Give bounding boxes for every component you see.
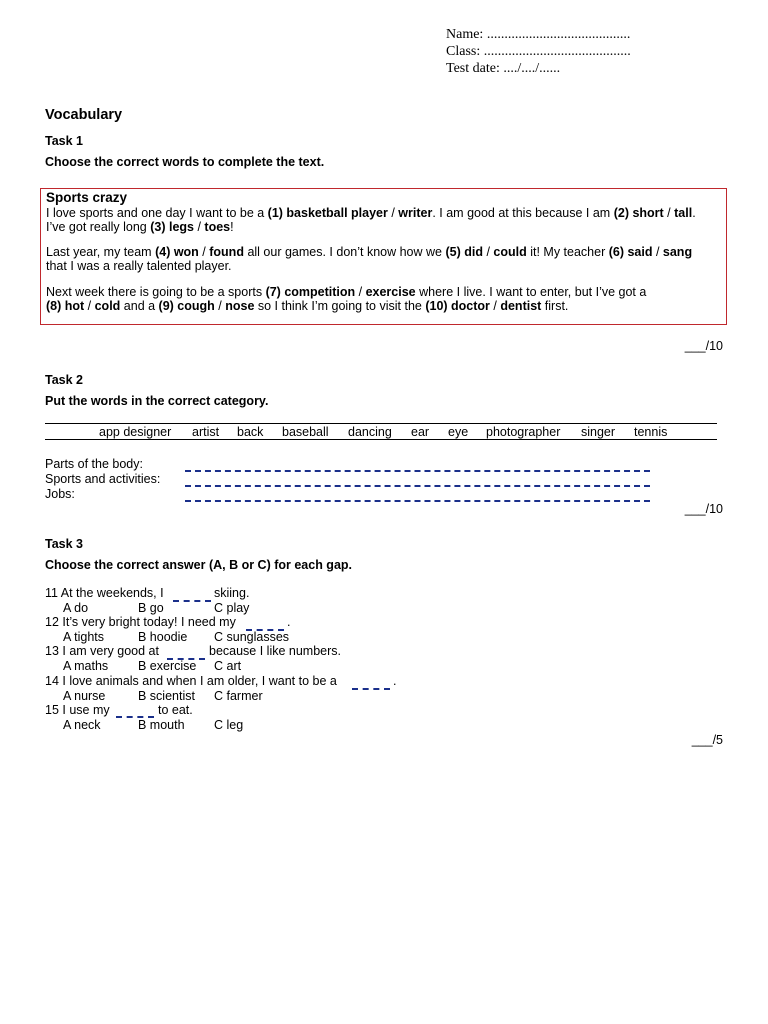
- word-item[interactable]: eye: [448, 425, 469, 439]
- task2-instruction: Put the words in the correct category.: [45, 394, 269, 408]
- question-15-text: 15 I use my: [45, 703, 110, 717]
- question-13-text-end: because I like numbers.: [209, 644, 342, 658]
- question-14-option-a[interactable]: A nurse: [63, 689, 106, 703]
- choice-10-option-a[interactable]: (10) doctor: [425, 299, 490, 313]
- choice-4-option-a[interactable]: (4) won: [155, 245, 199, 259]
- answer-line-sports[interactable]: [185, 485, 650, 487]
- category-body-label: Parts of the body:: [45, 457, 143, 471]
- question-12-option-c[interactable]: C sunglasses: [214, 630, 290, 644]
- paragraph-3-line-2: (8) hot / cold and a (9) cough / nose so I think I’m going to visit the (10) doctor / dentist first.: [46, 299, 569, 313]
- question-11-text-end: skiing.: [214, 586, 250, 600]
- answer-line-jobs[interactable]: [185, 500, 650, 502]
- question-13-option-c[interactable]: C art: [214, 659, 242, 673]
- choice-4-option-b[interactable]: found: [209, 245, 244, 259]
- task1-score: ___/10: [684, 339, 723, 353]
- question-14-text: 14 I love animals and when I am older, I want to be a: [45, 674, 337, 688]
- choice-8-option-a[interactable]: (8) hot: [46, 299, 85, 313]
- name-field[interactable]: Name: .........................................: [446, 27, 631, 42]
- question-13-text: 13 I am very good at: [45, 644, 159, 658]
- choice-9-option-b[interactable]: nose: [225, 299, 255, 313]
- question-13-option-a[interactable]: A maths: [63, 659, 109, 673]
- category-sports-label: Sports and activities:: [45, 472, 161, 486]
- word-box-top-border: [45, 423, 717, 424]
- choice-3-option-b[interactable]: toes: [204, 220, 231, 234]
- question-11-option-a[interactable]: A do: [63, 601, 89, 615]
- paragraph-2-line-1: Last year, my team (4) won / found all our games. I don’t know how we (5) did / could it! My teacher (6) said / sang: [46, 245, 693, 259]
- choice-7-option-a[interactable]: (7) competition: [265, 285, 356, 299]
- word-item[interactable]: back: [237, 425, 264, 439]
- choice-5-option-a[interactable]: (5) did: [445, 245, 483, 259]
- task3-instruction: Choose the correct answer (A, B or C) for each gap.: [45, 558, 353, 572]
- choice-9-option-a[interactable]: (9) cough: [158, 299, 215, 313]
- choice-6-option-b[interactable]: sang: [662, 245, 693, 259]
- question-14-option-b[interactable]: B scientist: [138, 689, 195, 703]
- question-12-text-end: .: [287, 615, 291, 629]
- test-date-field[interactable]: Test date: ..../..../......: [446, 61, 561, 76]
- choice-6-option-a[interactable]: (6) said: [608, 245, 653, 259]
- choice-7-option-b[interactable]: exercise: [365, 285, 416, 299]
- choice-1-option-b[interactable]: writer: [398, 206, 433, 220]
- word-item[interactable]: photographer: [486, 425, 561, 439]
- word-box-bottom-border: [45, 439, 717, 440]
- student-info: [446, 26, 631, 77]
- word-item[interactable]: app designer: [99, 425, 172, 439]
- question-12-text: 12 It’s very bright today! I need my: [45, 615, 236, 629]
- paragraph-3-line-1: Next week there is going to be a sports (7) competition / exercise where I live. I want to enter, but I’ve got a: [46, 285, 647, 299]
- question-12-option-a[interactable]: A tights: [63, 630, 104, 644]
- paragraph-1-line-1: I love sports and one day I want to be a (1) basketball player / writer. I am good at this because I am (2) short / tall.: [46, 206, 696, 220]
- question-14-option-c[interactable]: C farmer: [214, 689, 263, 703]
- section-title: Vocabulary: [45, 107, 123, 123]
- choice-1-option-a[interactable]: (1) basketball player: [267, 206, 388, 220]
- choice-2-option-b[interactable]: tall: [674, 206, 693, 220]
- word-item[interactable]: tennis: [634, 425, 668, 439]
- question-11-option-c[interactable]: C play: [214, 601, 250, 615]
- word-item[interactable]: ear: [411, 425, 430, 439]
- paragraph-2-line-2: that I was a really talented player.: [46, 259, 232, 273]
- choice-10-option-b[interactable]: dentist: [500, 299, 542, 313]
- task1-instruction: Choose the correct words to complete the text.: [45, 155, 325, 169]
- question-15-option-a[interactable]: A neck: [63, 718, 101, 732]
- word-item[interactable]: artist: [192, 425, 220, 439]
- category-jobs-label: Jobs:: [45, 487, 75, 501]
- question-14-text-end: .: [393, 674, 397, 688]
- question-14-gap[interactable]: [352, 688, 390, 690]
- choice-2-option-a[interactable]: (2) short: [613, 206, 664, 220]
- box-title: Sports crazy: [46, 190, 128, 205]
- question-15-option-c[interactable]: C leg: [214, 718, 244, 732]
- question-13-option-b[interactable]: B exercise: [138, 659, 197, 673]
- question-11-gap[interactable]: [173, 600, 211, 602]
- choice-3-option-a[interactable]: (3) legs: [150, 220, 194, 234]
- answer-line-body[interactable]: [185, 470, 650, 472]
- word-box: [45, 425, 717, 439]
- task2-title: Task 2: [45, 373, 83, 387]
- question-11-text: 11 At the weekends, I: [45, 586, 164, 600]
- class-field[interactable]: Class: ..........................................: [446, 44, 631, 59]
- choice-8-option-b[interactable]: cold: [94, 299, 121, 313]
- task3-title: Task 3: [45, 537, 83, 551]
- task2-score: ___/10: [684, 502, 723, 516]
- paragraph-1-line-2: I’ve got really long (3) legs / toes!: [46, 220, 234, 234]
- question-11-option-b[interactable]: B go: [138, 601, 164, 615]
- question-15-text-end: to eat.: [158, 703, 193, 717]
- question-15-option-b[interactable]: B mouth: [138, 718, 185, 732]
- word-item[interactable]: dancing: [348, 425, 392, 439]
- word-item[interactable]: singer: [581, 425, 616, 439]
- task1-title: Task 1: [45, 134, 83, 148]
- task3-score: ___/5: [691, 733, 723, 747]
- question-12-option-b[interactable]: B hoodie: [138, 630, 188, 644]
- choice-5-option-b[interactable]: could: [493, 245, 527, 259]
- word-item[interactable]: baseball: [282, 425, 329, 439]
- reading-text-box: [40, 188, 727, 325]
